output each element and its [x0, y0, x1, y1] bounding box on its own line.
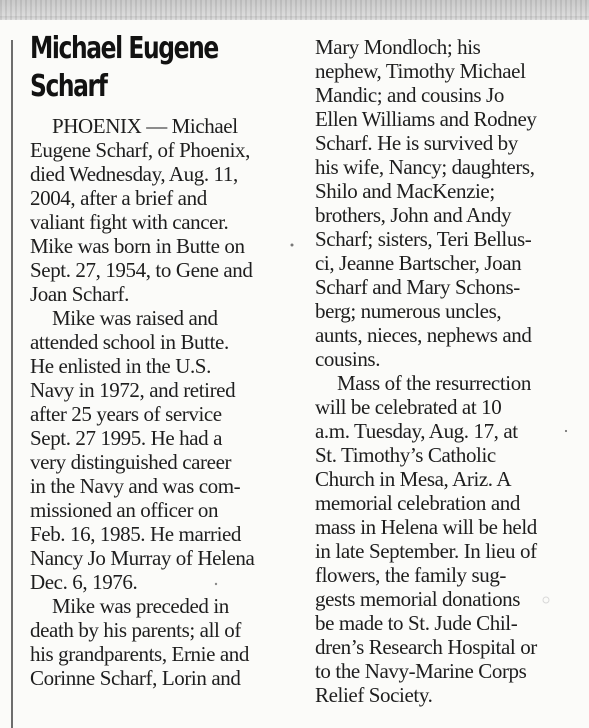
scanned-top-edge [0, 0, 589, 20]
text-line: missioned an officer on [30, 498, 219, 522]
text-line: Nancy Jo Murray of Helena [30, 546, 255, 570]
text-line: Navy in 1972, and retired [30, 378, 236, 402]
text-line: Mike was raised and [52, 306, 218, 330]
text-line: brothers, John and Andy [315, 203, 512, 227]
text-line: aunts, nieces, nephews and [315, 323, 532, 347]
text-line: Mike was preceded in [52, 594, 229, 618]
text-line: very distinguished career [30, 450, 232, 474]
text-line: Mary Mondloch; his [315, 35, 481, 59]
text-line: Dec. 6, 1976. [30, 570, 138, 594]
text-line: a.m. Tuesday, Aug. 17, at [315, 419, 518, 443]
text-line: St. Timothy’s Catholic [315, 443, 496, 467]
text-line: Scharf. He is survived by [315, 131, 518, 155]
text-line: Scharf and Mary Schons- [315, 275, 520, 299]
text-line: will be celebrated at 10 [315, 395, 502, 419]
text-line: PHOENIX — Michael [52, 114, 238, 138]
text-line: Scharf; sisters, Teri Bellus- [315, 227, 532, 251]
text-line: his grandparents, Ernie and [30, 642, 249, 666]
faint-speck [543, 597, 549, 603]
text-line: attended school in Butte. [30, 330, 229, 354]
text-line: berg; numerous uncles, [315, 299, 502, 323]
speck [215, 583, 217, 585]
text-line: dren’s Research Hospital or [315, 635, 537, 659]
text-line: Corinne Scharf, Lorin and [30, 666, 241, 690]
text-line: 2004, after a brief and [30, 186, 207, 210]
text-line: be made to St. Jude Chil- [315, 611, 518, 635]
text-line: Sept. 27, 1954, to Gene and [30, 258, 253, 282]
text-line: in the Navy and was com- [30, 474, 241, 498]
text-line: Shilo and MacKenzie; [315, 179, 495, 203]
text-line: Eugene Scharf, of Phoenix, [30, 138, 250, 162]
headline-line-1: Michael Eugene [30, 31, 218, 66]
text-line: to the Navy-Marine Corps [315, 659, 527, 683]
text-line: He enlisted in the U.S. [30, 354, 211, 378]
text-line: in late September. In lieu of [315, 539, 537, 563]
column-divider-rule [11, 40, 13, 728]
text-line: Mike was born in Butte on [30, 234, 245, 258]
text-line: Ellen Williams and Rodney [315, 107, 537, 131]
text-line: Feb. 16, 1985. He married [30, 522, 242, 546]
speck [565, 430, 567, 432]
text-line: Mandic; and cousins Jo [315, 83, 504, 107]
text-line: memorial celebration and [315, 491, 520, 515]
obituary-headline [30, 30, 225, 106]
text-line: ci, Jeanne Bartscher, Joan [315, 251, 522, 275]
text-line: Relief Society. [315, 683, 433, 707]
text-line: flowers, the family sug- [315, 563, 507, 587]
text-line: Sept. 27 1995. He had a [30, 426, 223, 450]
text-line: Joan Scharf. [30, 282, 130, 306]
text-line: Mass of the resurrection [337, 371, 531, 395]
text-line: cousins. [315, 347, 381, 371]
text-line: valiant fight with cancer. [30, 210, 229, 234]
headline-line-2: Scharf [30, 69, 107, 104]
text-line: Church in Mesa, Ariz. A [315, 467, 512, 491]
text-line: nephew, Timothy Michael [315, 59, 526, 83]
speck [291, 244, 294, 247]
text-line: gests memorial donations [315, 587, 521, 611]
text-line: after 25 years of service [30, 402, 222, 426]
text-line: death by his parents; all of [30, 618, 241, 642]
text-line: died Wednesday, Aug. 11, [30, 162, 238, 186]
text-line: his wife, Nancy; daughters, [315, 155, 535, 179]
text-line: mass in Helena will be held [315, 515, 537, 539]
